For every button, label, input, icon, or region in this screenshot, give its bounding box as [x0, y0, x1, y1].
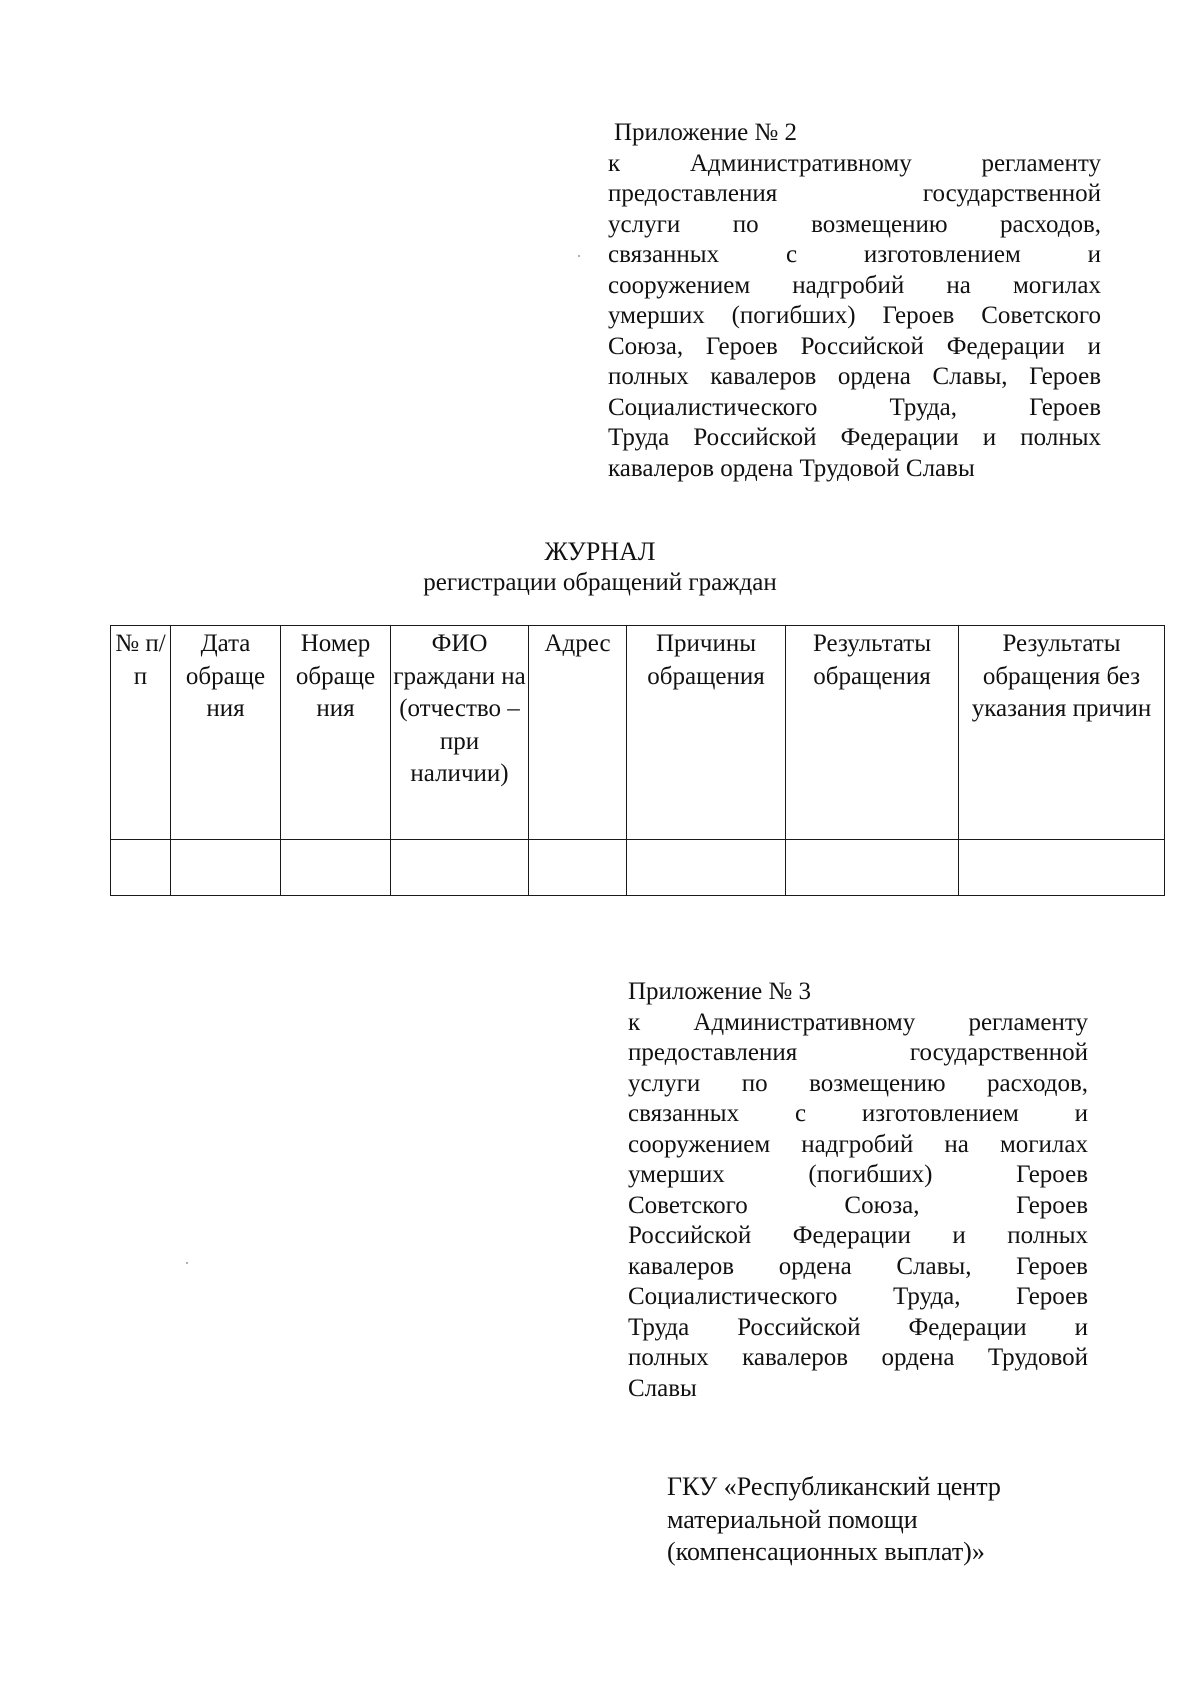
appendix-3-line: предоставления государственной: [628, 1039, 1088, 1066]
column-header-results-no-reason: Результаты обращения без указания причин: [959, 626, 1165, 840]
appendix-2-heading: Приложение № 2: [614, 119, 798, 146]
appendix-3-block: [628, 977, 1088, 1404]
recipient-block: [667, 1471, 1001, 1569]
table-cell: [281, 840, 391, 896]
appendix-2-line: предоставления государственной: [608, 180, 1101, 207]
column-header-date: Дата обраще ния: [171, 626, 281, 840]
appendix-3-line: к Административному регламенту: [628, 1008, 1088, 1036]
table-cell: [529, 840, 627, 896]
registration-table: [110, 625, 1165, 896]
table-row: [111, 840, 1165, 896]
table-cell: [111, 840, 171, 896]
table-cell: [786, 840, 959, 896]
appendix-2-line: Социалистического Труда, Героев: [608, 393, 1101, 421]
column-header-number: № п/п: [111, 626, 171, 840]
column-header-results: Результаты обращения: [786, 626, 959, 840]
appendix-3-line: сооружением надгробий на могилах: [628, 1130, 1088, 1158]
appendix-2-line: полных кавалеров ордена Славы, Героев: [608, 363, 1101, 390]
appendix-3-line: Советского Союза, Героев: [628, 1191, 1088, 1219]
recipient-line: ГКУ «Республиканский центр: [667, 1472, 1001, 1501]
appendix-2-block: [608, 118, 1101, 484]
appendix-2-line: Союза, Героев Российской Федерации и: [608, 332, 1101, 360]
appendix-3-line: умерших (погибших) Героев: [628, 1161, 1088, 1188]
journal-subtitle: регистрации обращений граждан: [423, 569, 777, 596]
appendix-2-line: сооружением надгробий на могилах: [608, 271, 1101, 299]
appendix-3-line: Социалистического Труда, Героев: [628, 1283, 1088, 1310]
column-header-request-number: Номер обраще ния: [281, 626, 391, 840]
recipient-line: (компенсационных выплат)»: [667, 1537, 985, 1566]
scan-speck: [578, 255, 580, 257]
journal-title: ЖУРНАЛ: [544, 537, 656, 566]
appendix-2-line: услуги по возмещению расходов,: [608, 210, 1101, 238]
appendix-2-line: связанных с изготовлением и: [608, 241, 1101, 268]
column-header-reasons: Причины обращения: [627, 626, 786, 840]
table-cell: [171, 840, 281, 896]
appendix-3-heading: Приложение № 3: [628, 978, 812, 1005]
table-cell: [391, 840, 529, 896]
recipient-line: материальной помощи: [667, 1504, 918, 1534]
column-header-full-name: ФИО граждани на (отчество – при наличии): [391, 626, 529, 840]
appendix-3-line: Славы: [628, 1374, 697, 1402]
appendix-2-line: Труда Российской Федерации и полных: [608, 424, 1101, 451]
scan-speck: [186, 1262, 188, 1264]
column-header-address: Адрес: [529, 626, 627, 840]
appendix-2-line: кавалеров ордена Трудовой Славы: [608, 454, 975, 482]
appendix-2-line: умерших (погибших) Героев Советского: [608, 302, 1101, 329]
table-cell: [627, 840, 786, 896]
table-cell: [959, 840, 1165, 896]
appendix-3-line: кавалеров ордена Славы, Героев: [628, 1252, 1088, 1280]
appendix-3-line: Российской Федерации и полных: [628, 1222, 1088, 1249]
appendix-3-line: услуги по возмещению расходов,: [628, 1069, 1088, 1097]
table-header-row: [111, 626, 1165, 840]
appendix-3-line: полных кавалеров ордена Трудовой: [628, 1344, 1088, 1371]
appendix-3-line: связанных с изготовлением и: [628, 1100, 1088, 1127]
appendix-2-line: к Административному регламенту: [608, 149, 1101, 177]
appendix-3-line: Труда Российской Федерации и: [628, 1313, 1088, 1341]
